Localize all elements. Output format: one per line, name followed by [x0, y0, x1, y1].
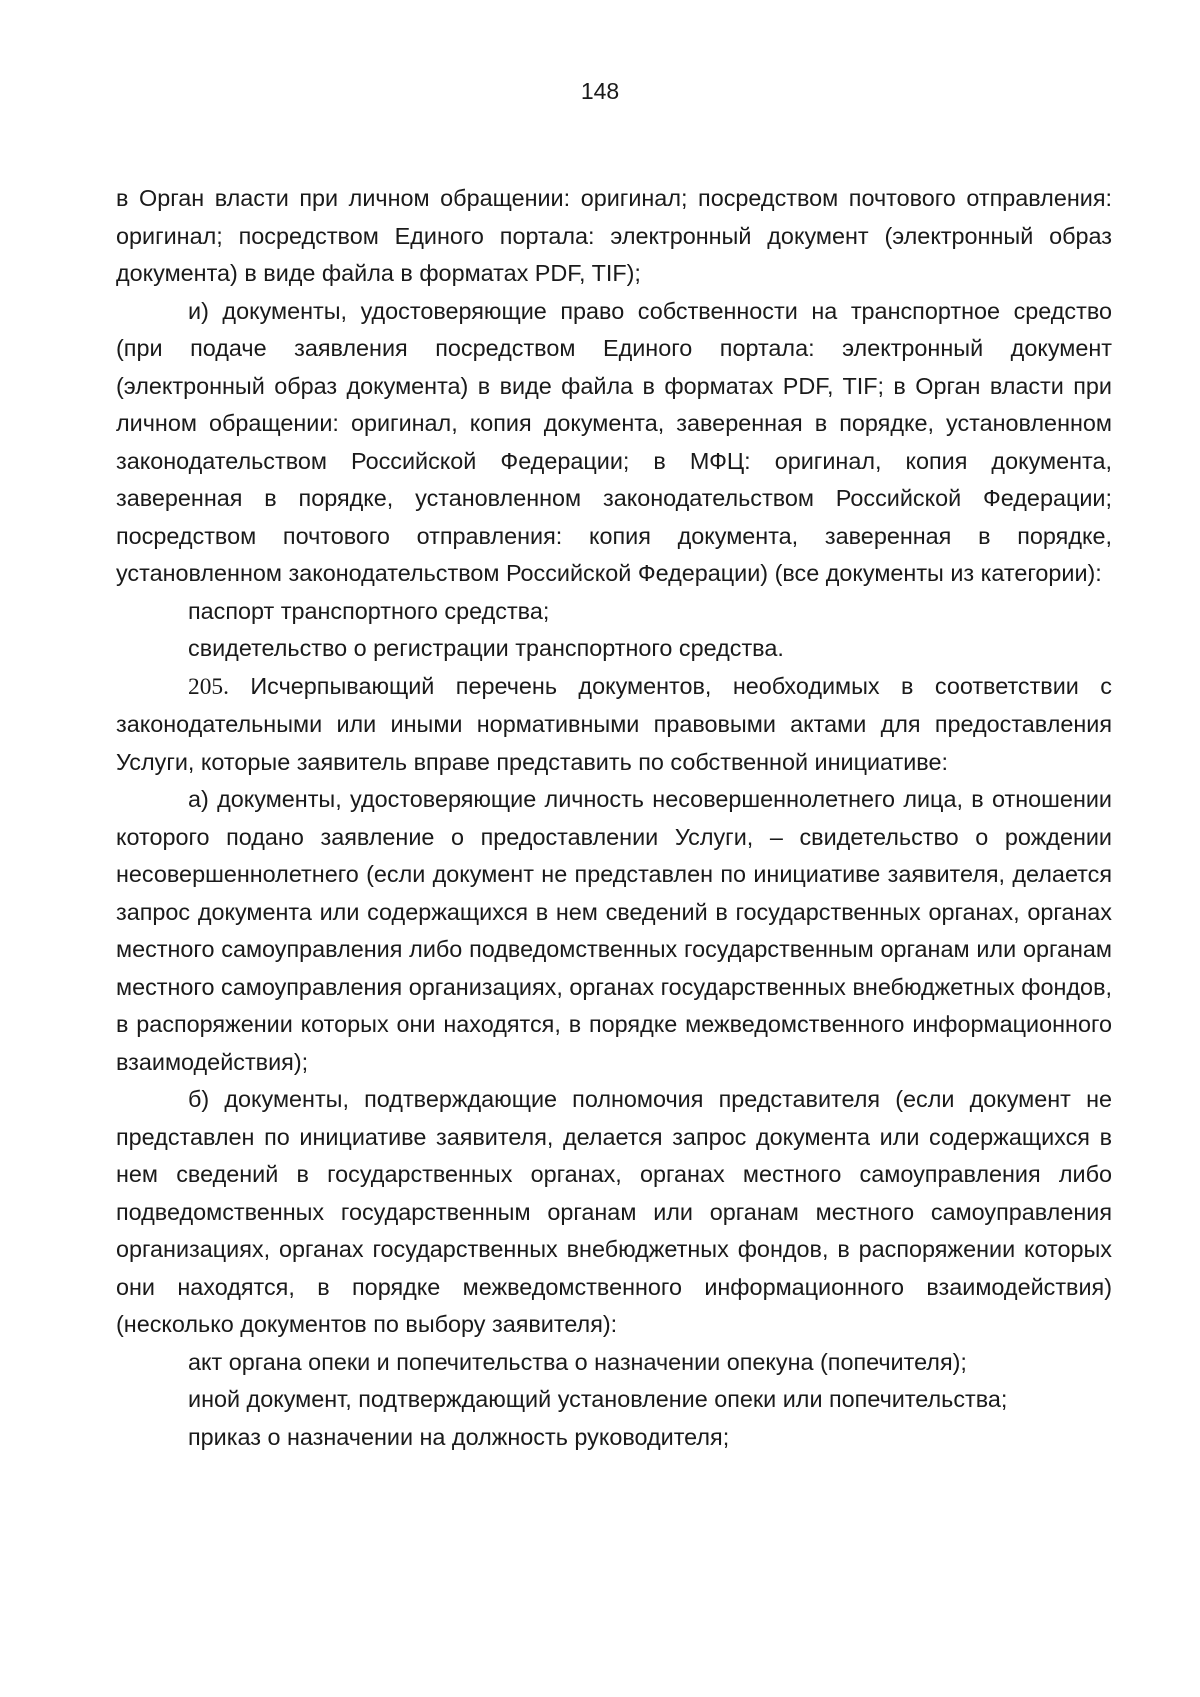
list-item — [116, 1419, 1112, 1457]
paragraph-text: акт органа опеки и попечительства о назначении опекуна (попечителя); — [188, 1348, 967, 1375]
paragraph-text: в Орган власти при личном обращении: оригинал; посредством почтового отправления: оригинал; посредством Единого портала: электронный документ (электронный образ документа) в виде файла в форматах PDF, TIF); — [116, 185, 1112, 286]
list-item — [116, 593, 1112, 631]
paragraph-text: приказ о назначении на должность руководителя; — [188, 1423, 730, 1450]
paragraph-text: свидетельство о регистрации транспортного средства. — [188, 635, 784, 661]
page-number: 148 — [580, 78, 620, 104]
paragraph — [116, 1081, 1112, 1344]
paragraph-text: б) документы, подтверждающие полномочия представителя (если документ не представлен по инициативе заявителя, делается запрос документа или содержащихся в нем сведений в государственных органах, органах местного самоуправления либо подведомственных государственным органам или органам местного самоуправления организациях, органах государственных внебюджетных фондов, в распоряжении которых они находятся, в порядке межведомственного информационного взаимодействия) (несколько документов по выбору заявителя): — [116, 1086, 1112, 1337]
document-body — [116, 180, 1112, 1456]
paragraph-text: паспорт транспортного средства; — [188, 597, 550, 624]
paragraph — [116, 293, 1112, 593]
paragraph-text: а) документы, удостоверяющие личность несовершеннолетнего лица, в отношении которого подано заявление о предоставлении Услуги, – свидетельство о рождении несовершеннолетнего (если документ не представлен по инициативе заявителя, делается запрос документа или содержащихся в нем сведений в государственных органах, органах местного самоуправления либо подведомственных государственным органам или органам местного самоуправления организациях, органах государственных внебюджетных фондов, в распоряжении которых они находятся, в порядке межведомственного информационного взаимодействия); — [116, 786, 1112, 1075]
list-item — [116, 630, 1112, 668]
paragraph — [116, 781, 1112, 1081]
clause-number: 205. — [188, 673, 229, 700]
numbered-clause — [116, 668, 1112, 782]
paragraph-text: Исчерпывающий перечень документов, необходимых в соответствии с законодательными или иными нормативными правовыми актами для предоставления Услуги, которые заявитель вправе представить по собственной инициативе: — [116, 672, 1112, 775]
paragraph-text: иной документ, подтверждающий установление опеки или попечительства; — [188, 1386, 1008, 1412]
list-item — [116, 1381, 1112, 1419]
paragraph-text: и) документы, удостоверяющие право собственности на транспортное средство (при подаче заявления посредством Единого портала: электронный документ (электронный образ документа) в виде файла в форматах PDF, TIF; в Орган власти при личном обращении: оригинал, копия документа, заверенная в порядке, установленном законодательством Российской Федерации; в МФЦ: оригинал, копия документа, заверенная в порядке, установленном законодательством Российской Федерации; посредством почтового отправления: копия документа, заверенная в порядке, установленном законодательством Российской Федерации) (все документы из категории): — [116, 297, 1112, 586]
list-item — [116, 1344, 1112, 1382]
paragraph — [116, 180, 1112, 293]
